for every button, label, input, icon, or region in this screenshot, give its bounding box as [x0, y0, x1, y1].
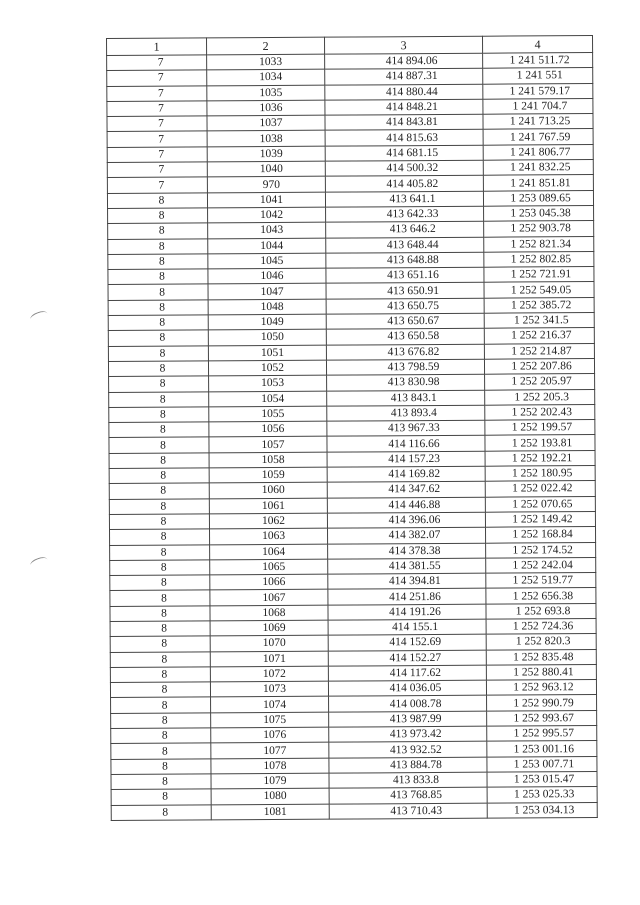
cell-point-number: 1066: [210, 574, 328, 590]
cell-point-number: 1058: [209, 452, 327, 468]
cell-y-coordinate: 1 252 341.5: [484, 313, 594, 329]
cell-point-number: 1062: [209, 513, 327, 529]
cell-x-coordinate: 413 833.8: [329, 772, 487, 788]
cell-section: 8: [110, 560, 210, 576]
cell-section: 8: [108, 330, 208, 346]
cell-point-number: 1081: [211, 804, 329, 820]
cell-section: 8: [109, 437, 209, 453]
cell-point-number: 1042: [208, 207, 326, 223]
cell-y-coordinate: 1 252 199.57: [485, 420, 595, 436]
cell-y-coordinate: 1 241 704.7: [483, 98, 593, 114]
cell-y-coordinate: 1 252 880.41: [486, 664, 596, 680]
cell-point-number: 1057: [209, 437, 327, 453]
cell-y-coordinate: 1 252 802.85: [484, 251, 594, 267]
cell-y-coordinate: 1 252 202.43: [485, 404, 595, 420]
cell-y-coordinate: 1 252 835.48: [486, 649, 596, 665]
cell-section: 8: [110, 682, 210, 698]
cell-point-number: 1056: [209, 421, 327, 437]
cell-x-coordinate: 414 887.31: [325, 68, 483, 84]
cell-x-coordinate: 413 884.78: [329, 757, 487, 773]
cell-y-coordinate: 1 241 579.17: [483, 83, 593, 99]
cell-x-coordinate: 414 681.15: [325, 145, 483, 161]
cell-point-number: 1034: [207, 69, 325, 85]
cell-point-number: 1064: [210, 544, 328, 560]
cell-x-coordinate: 413 648.44: [326, 237, 484, 253]
cell-y-coordinate: 1 241 851.81: [483, 175, 593, 191]
cell-y-coordinate: 1 252 192.21: [485, 450, 595, 466]
cell-y-coordinate: 1 252 995.57: [487, 726, 597, 742]
cell-x-coordinate: 414 500.32: [325, 160, 483, 176]
cell-y-coordinate: 1 252 656.38: [486, 588, 596, 604]
cell-y-coordinate: 1 252 214.87: [484, 343, 594, 359]
cell-x-coordinate: 414 116.66: [327, 436, 485, 452]
cell-x-coordinate: 414 347.62: [327, 482, 485, 498]
cell-section: 8: [108, 254, 208, 270]
cell-x-coordinate: 413 650.67: [326, 313, 484, 329]
cell-point-number: 1065: [210, 559, 328, 575]
cell-section: 8: [111, 713, 211, 729]
cell-point-number: 1047: [208, 284, 326, 300]
cell-y-coordinate: 1 253 045.38: [484, 205, 594, 221]
cell-point-number: 1036: [207, 100, 325, 116]
cell-y-coordinate: 1 252 724.36: [486, 619, 596, 635]
cell-point-number: 1053: [209, 375, 327, 391]
cell-x-coordinate: 413 648.88: [326, 252, 484, 268]
cell-x-coordinate: 414 396.06: [327, 512, 485, 528]
cell-x-coordinate: 414 117.62: [328, 665, 486, 681]
cell-x-coordinate: 414 036.05: [328, 680, 486, 696]
table-row: [111, 802, 597, 820]
cell-section: 8: [110, 590, 210, 606]
cell-section: 7: [107, 85, 207, 101]
cell-y-coordinate: 1 253 007.71: [487, 756, 597, 772]
cell-section: 8: [110, 636, 210, 652]
cell-x-coordinate: 414 155.1: [328, 619, 486, 635]
cell-x-coordinate: 413 650.75: [326, 298, 484, 314]
header-col-3: 3: [324, 36, 482, 54]
cell-point-number: 1078: [211, 758, 329, 774]
cell-x-coordinate: 414 152.69: [328, 634, 486, 650]
cell-point-number: 1035: [207, 85, 325, 101]
cell-point-number: 1079: [211, 773, 329, 789]
cell-section: 8: [109, 376, 209, 392]
cell-section: 8: [110, 529, 210, 545]
cell-x-coordinate: 413 798.59: [326, 359, 484, 375]
cell-section: 8: [109, 498, 209, 514]
cell-y-coordinate: 1 241 767.59: [483, 129, 593, 145]
cell-y-coordinate: 1 252 820.3: [486, 634, 596, 650]
cell-section: 8: [110, 606, 210, 622]
cell-y-coordinate: 1 253 015.47: [487, 771, 597, 787]
cell-point-number: 1055: [209, 406, 327, 422]
cell-point-number: 1071: [210, 651, 328, 667]
cell-point-number: 1051: [208, 345, 326, 361]
cell-section: 8: [108, 238, 208, 254]
cell-point-number: 1052: [208, 360, 326, 376]
cell-x-coordinate: 413 641.1: [325, 191, 483, 207]
cell-section: 8: [107, 193, 207, 209]
cell-y-coordinate: 1 253 025.33: [487, 787, 597, 803]
cell-x-coordinate: 413 967.33: [327, 420, 485, 436]
cell-section: 8: [111, 789, 211, 805]
cell-x-coordinate: 413 650.91: [326, 283, 484, 299]
cell-x-coordinate: 413 843.1: [327, 390, 485, 406]
cell-x-coordinate: 414 880.44: [325, 84, 483, 100]
cell-section: 8: [108, 346, 208, 362]
cell-section: 8: [109, 391, 209, 407]
cell-section: 8: [110, 575, 210, 591]
cell-y-coordinate: 1 252 990.79: [487, 695, 597, 711]
cell-section: 8: [111, 743, 211, 759]
cell-point-number: 1043: [208, 222, 326, 238]
header-col-4: 4: [482, 36, 592, 54]
cell-point-number: 1067: [210, 590, 328, 606]
cell-y-coordinate: 1 252 193.81: [485, 435, 595, 451]
cell-section: 8: [108, 284, 208, 300]
cell-x-coordinate: 414 378.38: [328, 543, 486, 559]
cell-x-coordinate: 413 646.2: [326, 221, 484, 237]
cell-point-number: 1044: [208, 238, 326, 254]
cell-y-coordinate: 1 252 205.97: [485, 374, 595, 390]
cell-x-coordinate: 413 710.43: [329, 803, 487, 819]
cell-point-number: 1080: [211, 788, 329, 804]
cell-point-number: 970: [207, 177, 325, 193]
cell-point-number: 1049: [208, 314, 326, 330]
cell-point-number: 1076: [211, 727, 329, 743]
cell-point-number: 1039: [207, 146, 325, 162]
cell-point-number: 1061: [209, 498, 327, 514]
cell-x-coordinate: 414 152.27: [328, 650, 486, 666]
cell-section: 8: [108, 300, 208, 316]
cell-x-coordinate: 414 894.06: [325, 53, 483, 69]
cell-section: 7: [107, 70, 207, 86]
cell-y-coordinate: 1 252 168.84: [485, 527, 595, 543]
header-col-2: 2: [207, 37, 325, 55]
cell-x-coordinate: 413 830.98: [327, 374, 485, 390]
cell-x-coordinate: 413 676.82: [326, 344, 484, 360]
cell-section: 7: [107, 147, 207, 163]
cell-y-coordinate: 1 252 549.05: [484, 282, 594, 298]
cell-section: 8: [108, 208, 208, 224]
cell-point-number: 1063: [210, 528, 328, 544]
cell-x-coordinate: 413 650.58: [326, 329, 484, 345]
cell-section: 8: [108, 315, 208, 331]
cell-x-coordinate: 414 191.26: [328, 604, 486, 620]
cell-point-number: 1069: [210, 620, 328, 636]
cell-y-coordinate: 1 252 963.12: [486, 680, 596, 696]
cell-y-coordinate: 1 253 034.13: [487, 802, 597, 818]
cell-section: 8: [109, 468, 209, 484]
cell-point-number: 1070: [210, 635, 328, 651]
cell-section: 8: [108, 361, 208, 377]
cell-point-number: 1040: [207, 161, 325, 177]
cell-x-coordinate: 414 169.82: [327, 466, 485, 482]
cell-y-coordinate: 1 252 205.3: [485, 389, 595, 405]
cell-y-coordinate: 1 241 806.77: [483, 144, 593, 160]
cell-section: 8: [111, 759, 211, 775]
cell-y-coordinate: 1 253 089.65: [483, 190, 593, 206]
cell-point-number: 1077: [211, 743, 329, 759]
cell-y-coordinate: 1 252 519.77: [486, 573, 596, 589]
cell-x-coordinate: 413 651.16: [326, 267, 484, 283]
cell-x-coordinate: 413 893.4: [327, 405, 485, 421]
cell-y-coordinate: 1 252 022.42: [485, 481, 595, 497]
cell-section: 7: [107, 55, 207, 71]
cell-section: 8: [109, 453, 209, 469]
cell-point-number: 1054: [209, 391, 327, 407]
cell-x-coordinate: 414 008.78: [329, 696, 487, 712]
cell-x-coordinate: 413 932.52: [329, 742, 487, 758]
cell-y-coordinate: 1 252 993.67: [487, 710, 597, 726]
cell-point-number: 1050: [208, 330, 326, 346]
cell-x-coordinate: 413 973.42: [329, 726, 487, 742]
cell-y-coordinate: 1 241 511.72: [483, 53, 593, 69]
cell-section: 7: [107, 177, 207, 193]
cell-y-coordinate: 1 252 721.91: [484, 267, 594, 283]
cell-point-number: 1060: [209, 482, 327, 498]
cell-x-coordinate: 413 642.33: [326, 206, 484, 222]
cell-section: 8: [109, 422, 209, 438]
cell-point-number: 1033: [207, 54, 325, 70]
cell-section: 8: [109, 483, 209, 499]
cell-y-coordinate: 1 252 903.78: [484, 221, 594, 237]
cell-point-number: 1074: [211, 697, 329, 713]
cell-y-coordinate: 1 252 821.34: [484, 236, 594, 252]
cell-point-number: 1045: [208, 253, 326, 269]
cell-y-coordinate: 1 252 174.52: [486, 542, 596, 558]
cell-x-coordinate: 413 987.99: [329, 711, 487, 727]
cell-x-coordinate: 414 382.07: [327, 527, 485, 543]
cell-x-coordinate: 414 394.81: [328, 573, 486, 589]
cell-point-number: 1075: [211, 712, 329, 728]
cell-section: 8: [108, 269, 208, 285]
cell-point-number: 1068: [210, 605, 328, 621]
table-body: [107, 53, 598, 821]
cell-section: 8: [111, 697, 211, 713]
cell-point-number: 1037: [207, 115, 325, 131]
coordinates-table: [106, 35, 598, 821]
cell-point-number: 1059: [209, 467, 327, 483]
cell-x-coordinate: 414 848.21: [325, 99, 483, 115]
cell-x-coordinate: 414 251.86: [328, 589, 486, 605]
cell-y-coordinate: 1 241 832.25: [483, 160, 593, 176]
cell-point-number: 1038: [207, 131, 325, 147]
cell-section: 7: [107, 116, 207, 132]
cell-y-coordinate: 1 252 149.42: [485, 511, 595, 527]
cell-y-coordinate: 1 241 551: [483, 68, 593, 84]
cell-section: 7: [107, 101, 207, 117]
cell-y-coordinate: 1 252 385.72: [484, 297, 594, 313]
cell-y-coordinate: 1 241 713.25: [483, 114, 593, 130]
cell-x-coordinate: 414 446.88: [327, 497, 485, 513]
cell-section: 8: [111, 774, 211, 790]
cell-section: 8: [108, 223, 208, 239]
cell-x-coordinate: 414 381.55: [328, 558, 486, 574]
cell-x-coordinate: 414 843.81: [325, 114, 483, 130]
cell-section: 8: [110, 544, 210, 560]
cell-section: 7: [107, 131, 207, 147]
cell-x-coordinate: 413 768.85: [329, 787, 487, 803]
cell-section: 7: [107, 162, 207, 178]
cell-section: 8: [109, 407, 209, 423]
cell-point-number: 1072: [210, 666, 328, 682]
cell-section: 8: [110, 621, 210, 637]
cell-y-coordinate: 1 252 216.37: [484, 328, 594, 344]
header-col-1: 1: [107, 38, 207, 56]
cell-y-coordinate: 1 252 207.86: [484, 358, 594, 374]
cell-x-coordinate: 414 815.63: [325, 130, 483, 146]
cell-y-coordinate: 1 252 070.65: [485, 496, 595, 512]
punch-hole-mark: [29, 555, 49, 570]
cell-point-number: 1073: [210, 681, 328, 697]
cell-section: 8: [111, 804, 211, 820]
cell-x-coordinate: 414 405.82: [325, 176, 483, 192]
cell-y-coordinate: 1 252 180.95: [485, 466, 595, 482]
cell-y-coordinate: 1 253 001.16: [487, 741, 597, 757]
cell-section: 8: [110, 651, 210, 667]
cell-y-coordinate: 1 252 242.04: [486, 557, 596, 573]
cell-point-number: 1046: [208, 268, 326, 284]
punch-hole-mark: [29, 309, 49, 324]
cell-x-coordinate: 414 157.23: [327, 451, 485, 467]
cell-section: 8: [111, 728, 211, 744]
cell-section: 8: [110, 667, 210, 683]
cell-y-coordinate: 1 252 693.8: [486, 603, 596, 619]
cell-point-number: 1048: [208, 299, 326, 315]
cell-point-number: 1041: [207, 192, 325, 208]
cell-section: 8: [109, 514, 209, 530]
